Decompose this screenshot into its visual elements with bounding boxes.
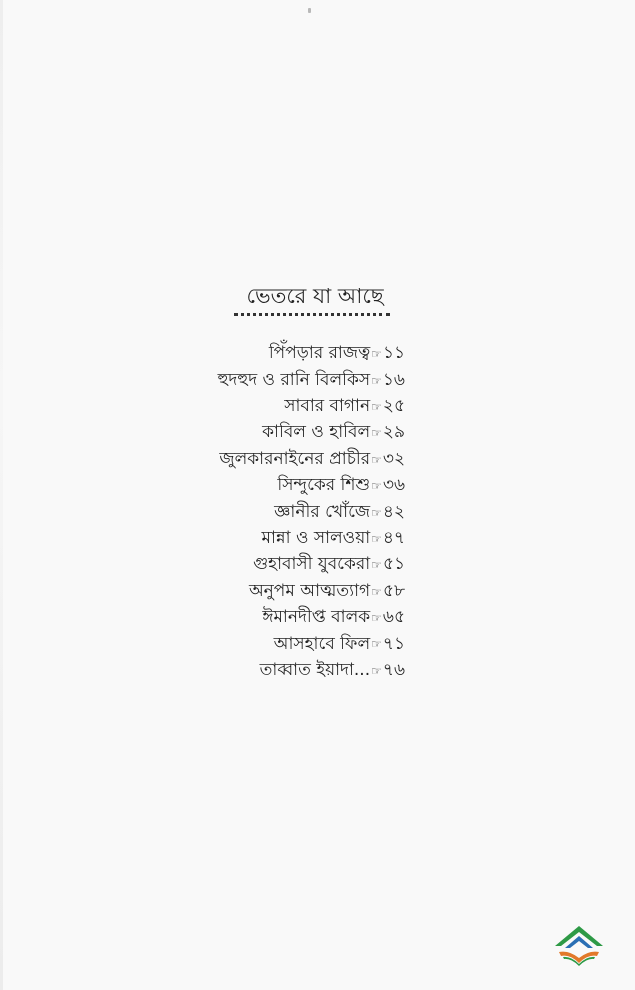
toc-entry-title: কাবিল ও হাবিল xyxy=(262,422,371,443)
pointing-hand-icon: ☞ xyxy=(371,373,382,388)
pointing-hand-icon: ☞ xyxy=(371,584,382,599)
toc-entry-page: ৭৬ xyxy=(382,659,405,680)
pointing-hand-icon: ☞ xyxy=(371,399,382,414)
toc-entry[interactable] xyxy=(190,341,405,367)
toc-entry-page: ১১ xyxy=(382,343,405,364)
table-of-contents xyxy=(190,341,405,684)
pointing-hand-icon: ☞ xyxy=(371,479,382,494)
pointing-hand-icon: ☞ xyxy=(371,531,382,546)
toc-entry[interactable] xyxy=(190,552,405,578)
toc-entry-page: ৫১ xyxy=(382,554,405,575)
toc-entry[interactable] xyxy=(190,526,405,552)
toc-entry-page: ৫৮ xyxy=(382,580,405,601)
toc-entry-page: ৪৭ xyxy=(382,527,405,548)
pointing-hand-icon: ☞ xyxy=(371,637,382,652)
toc-entry-page: ৭১ xyxy=(382,633,405,654)
pointing-hand-icon: ☞ xyxy=(371,426,382,441)
toc-heading: ভেতরে যা আছে xyxy=(246,284,384,308)
pointing-hand-icon: ☞ xyxy=(371,558,382,573)
toc-entry-title: মান্না ও সালওয়া xyxy=(261,527,371,548)
toc-entry[interactable] xyxy=(190,605,405,631)
toc-entry-title: আসহাবে ফিল xyxy=(273,633,371,654)
toc-entry-title: গুহাবাসী যুবকেরা xyxy=(253,554,371,575)
pointing-hand-icon: ☞ xyxy=(371,505,382,520)
toc-entry-page: ৪২ xyxy=(382,501,405,522)
toc-entry[interactable] xyxy=(190,658,405,684)
toc-entry[interactable] xyxy=(190,367,405,393)
dotted-divider xyxy=(234,313,390,316)
toc-entry[interactable] xyxy=(190,473,405,499)
toc-entry[interactable] xyxy=(190,394,405,420)
toc-entry-page: ১৬ xyxy=(382,369,405,390)
toc-entry-page: ২৯ xyxy=(382,422,405,443)
toc-entry[interactable] xyxy=(190,447,405,473)
toc-entry-title: জুলকারনাইনের প্রাচীর xyxy=(219,448,371,469)
toc-entry-title: তাব্বাত ইয়াদা... xyxy=(259,659,371,680)
pointing-hand-icon: ☞ xyxy=(371,452,382,467)
toc-entry-page: ৬৫ xyxy=(382,607,405,628)
toc-entry-page: ৩২ xyxy=(382,448,405,469)
pointing-hand-icon: ☞ xyxy=(371,347,382,362)
pointing-hand-icon: ☞ xyxy=(371,611,382,626)
page-speck xyxy=(308,8,311,13)
toc-entry-page: ৩৬ xyxy=(382,475,405,496)
toc-entry-title: জ্ঞানীর খোঁজে xyxy=(274,501,371,522)
page-edge xyxy=(0,0,3,990)
toc-entry-page: ২৫ xyxy=(382,395,405,416)
toc-entry[interactable] xyxy=(190,579,405,605)
toc-entry-title: পিঁপড়ার রাজত্ব xyxy=(268,343,371,364)
toc-entry-title: সিন্দুকের শিশু xyxy=(277,475,371,496)
toc-entry[interactable] xyxy=(190,499,405,525)
toc-entry-title: সাবার বাগান xyxy=(284,395,371,416)
toc-entry-title: হুদহুদ ও রানি বিলকিস xyxy=(217,369,371,390)
toc-entry-title: ঈমানদীপ্ত বালক xyxy=(262,607,371,628)
toc-entry[interactable] xyxy=(190,631,405,657)
toc-entry[interactable] xyxy=(190,420,405,446)
pointing-hand-icon: ☞ xyxy=(371,663,382,678)
toc-entry-title: অনুপম আত্মত্যাগ xyxy=(248,580,371,601)
publisher-logo-icon xyxy=(551,922,607,968)
